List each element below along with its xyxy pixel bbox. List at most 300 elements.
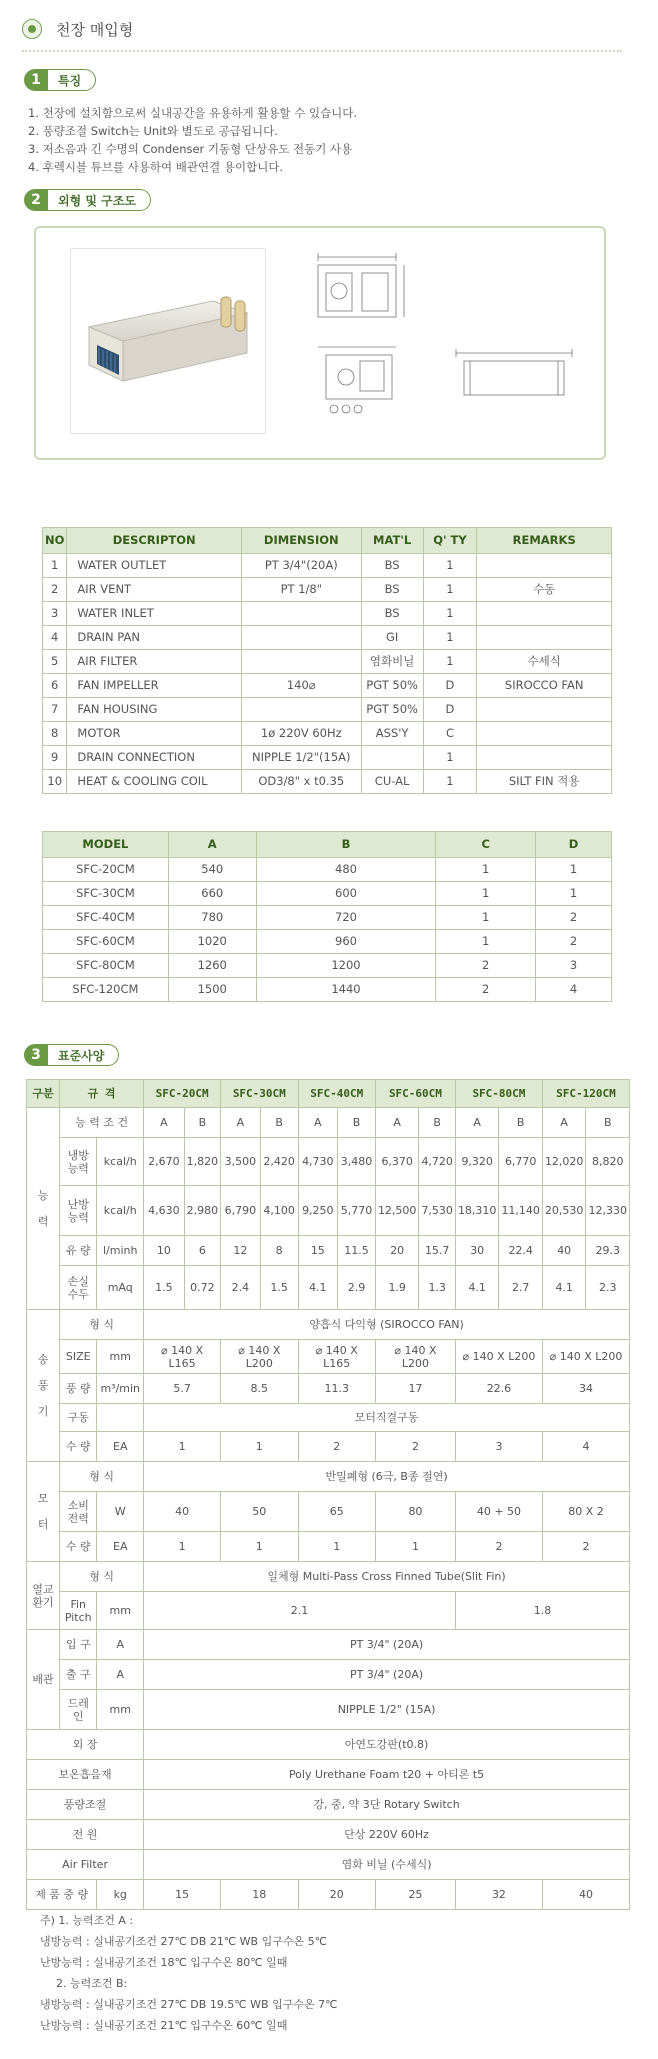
cell: 2.9 <box>338 1266 376 1310</box>
cell: 15.7 <box>419 1236 456 1266</box>
row-label: 냉방 능력 <box>60 1138 97 1186</box>
cell: 1 <box>144 1432 221 1462</box>
table-cell: 3 <box>536 954 612 978</box>
table-cell: C <box>423 722 477 746</box>
group-capacity: 능 력 <box>27 1108 60 1310</box>
table-row <box>43 882 612 906</box>
spec-row-size <box>27 1340 630 1374</box>
cell: 65 <box>298 1492 375 1532</box>
table-cell <box>477 722 612 746</box>
cell: 22.6 <box>455 1374 542 1404</box>
parts-table <box>42 527 612 794</box>
model-header: SFC-20CM <box>144 1080 221 1108</box>
table-cell: AIR FILTER <box>67 650 242 674</box>
row-unit: mAq <box>97 1266 144 1310</box>
cell: 6,370 <box>375 1138 419 1186</box>
row-label: 형 식 <box>60 1462 144 1492</box>
table-cell: 1020 <box>168 930 256 954</box>
structure-drawing <box>296 243 586 443</box>
cell: 9,320 <box>455 1138 499 1186</box>
cell: 4.1 <box>298 1266 338 1310</box>
cell: 모터직결구동 <box>144 1404 630 1432</box>
spec-row-outlet <box>27 1660 630 1690</box>
table-cell: SIROCCO FAN <box>477 674 612 698</box>
table-cell: PGT 50% <box>361 698 423 722</box>
table-cell: 수동 <box>477 578 612 602</box>
note-line: 주) 1. 능력조건 A : <box>40 1914 134 1927</box>
cell: 2 <box>375 1432 455 1462</box>
cell: 1 <box>375 1532 455 1562</box>
cell: B <box>184 1108 221 1138</box>
table-cell: 780 <box>168 906 256 930</box>
table-cell: 140⌀ <box>241 674 361 698</box>
row-label: 입 구 <box>60 1630 97 1660</box>
table-cell <box>477 698 612 722</box>
cell: 4,720 <box>419 1138 456 1186</box>
row-unit <box>97 1404 144 1432</box>
row-unit: mm <box>97 1592 144 1630</box>
cell: 2 <box>298 1432 375 1462</box>
cell: 3,500 <box>221 1138 261 1186</box>
col-header: Q' TY <box>423 528 477 554</box>
cell: 2.7 <box>499 1266 543 1310</box>
cell: 2 <box>455 1532 542 1562</box>
table-row <box>43 602 612 626</box>
title-bullet-icon <box>22 19 42 39</box>
table-cell: 9 <box>43 746 67 770</box>
table-cell: CU-AL <box>361 770 423 794</box>
cell: 1.5 <box>260 1266 298 1310</box>
cell: 5,770 <box>338 1186 376 1236</box>
cell: 1.5 <box>144 1266 184 1310</box>
table-cell: 540 <box>168 858 256 882</box>
cell: 11.3 <box>298 1374 375 1404</box>
cell: A <box>375 1108 419 1138</box>
table-cell: 4 <box>536 978 612 1002</box>
row-label: 수 량 <box>60 1532 97 1562</box>
table-cell: PT 3/4"(20A) <box>241 554 361 578</box>
cell: 5.7 <box>144 1374 221 1404</box>
table-cell: 1 <box>43 554 67 578</box>
section-1-number: 1 <box>24 69 48 91</box>
cell: B <box>419 1108 456 1138</box>
section-2-label: 외형 및 구조도 <box>48 189 151 211</box>
table-cell: FAN HOUSING <box>67 698 242 722</box>
table-cell: NIPPLE 1/2"(15A) <box>241 746 361 770</box>
table-cell <box>241 602 361 626</box>
cell: 29.3 <box>586 1236 630 1266</box>
row-label: 외 장 <box>27 1730 144 1760</box>
fan-coil-unit-photo-icon <box>71 249 265 433</box>
cell: Poly Urethane Foam t20 + 아티론 t5 <box>144 1760 630 1790</box>
spec-row-cooling <box>27 1138 630 1186</box>
row-unit: EA <box>97 1532 144 1562</box>
model-table-header <box>43 832 612 858</box>
row-label: 풍 량 <box>60 1374 97 1404</box>
table-cell: 1 <box>436 930 536 954</box>
cell: ⌀ 140 X L165 <box>144 1340 221 1374</box>
spec-row-motor-type <box>27 1462 630 1492</box>
table-cell: BS <box>361 602 423 626</box>
cell: 32 <box>455 1880 542 1910</box>
table-cell: OD3/8" x t0.35 <box>241 770 361 794</box>
cell: 1.8 <box>455 1592 629 1630</box>
table-cell: SFC-80CM <box>43 954 169 978</box>
cell: 1 <box>144 1532 221 1562</box>
table-cell: SFC-40CM <box>43 906 169 930</box>
cell: B <box>586 1108 630 1138</box>
table-cell: 1200 <box>256 954 436 978</box>
cell: 12,020 <box>542 1138 586 1186</box>
row-unit: m³/min <box>97 1374 144 1404</box>
table-row <box>43 674 612 698</box>
section-2-badge <box>24 188 151 212</box>
standard-spec-table <box>26 1079 630 1910</box>
table-cell: 2 <box>436 954 536 978</box>
table-cell: 2 <box>536 906 612 930</box>
note-line: 난방능력 : 실내공기조건 18℃ 입구수온 80℃ 일때 <box>40 1956 288 1969</box>
spec-row-drain <box>27 1690 630 1730</box>
section-3-badge <box>24 1043 119 1067</box>
feature-item: 1. 천장에 설치함으로써 실내공간을 유용하게 활용할 수 있습니다. <box>28 106 358 120</box>
cell: 2 <box>542 1532 629 1562</box>
cell: 2.3 <box>586 1266 630 1310</box>
row-unit: W <box>97 1492 144 1532</box>
feature-item: 3. 저소음과 긴 수명의 Condenser 기동형 단상유도 전동기 사용 <box>28 142 353 156</box>
spec-row-airflow <box>27 1374 630 1404</box>
row-label: 수 량 <box>60 1432 97 1462</box>
table-cell: 1 <box>423 554 477 578</box>
row-unit: l/minh <box>97 1236 144 1266</box>
table-cell: 1 <box>423 650 477 674</box>
cell: 40 <box>542 1880 629 1910</box>
table-row <box>43 578 612 602</box>
row-label: 소비 전력 <box>60 1492 97 1532</box>
spec-row-flow <box>27 1236 630 1266</box>
cell: A <box>298 1108 338 1138</box>
table-row <box>43 954 612 978</box>
cell: 15 <box>298 1236 338 1266</box>
group-fan: 송 풍 기 <box>27 1310 60 1462</box>
cell: 6,790 <box>221 1186 261 1236</box>
cell: PT 3/4" (20A) <box>144 1630 630 1660</box>
cell: 4,630 <box>144 1186 184 1236</box>
drawing-panel <box>34 226 606 460</box>
cell: A <box>542 1108 586 1138</box>
table-cell: WATER INLET <box>67 602 242 626</box>
table-cell: 1 <box>423 770 477 794</box>
table-cell <box>241 698 361 722</box>
cell: ⌀ 140 X L200 <box>455 1340 542 1374</box>
row-unit: A <box>97 1660 144 1690</box>
table-row <box>43 858 612 882</box>
row-label: 출 구 <box>60 1660 97 1690</box>
table-cell: 480 <box>256 858 436 882</box>
col-header: C <box>436 832 536 858</box>
table-cell: 2 <box>43 578 67 602</box>
col-header: D <box>536 832 612 858</box>
gubun-header: 구분 <box>27 1080 60 1108</box>
spec-row-weight <box>27 1880 630 1910</box>
group-pipe: 배관 <box>27 1630 60 1730</box>
cell: 염화 비닐 (수세식) <box>144 1850 630 1880</box>
spec-row-drive <box>27 1404 630 1432</box>
table-cell: 1 <box>536 882 612 906</box>
row-unit: A <box>97 1630 144 1660</box>
note-line: 냉방능력 : 실내공기조건 27℃ DB 21℃ WB 입구수온 5℃ <box>40 1935 327 1948</box>
cell: 8,820 <box>586 1138 630 1186</box>
col-header: NO <box>43 528 67 554</box>
cell: B <box>338 1108 376 1138</box>
table-cell: PGT 50% <box>361 674 423 698</box>
spec-row-fin-pitch <box>27 1592 630 1630</box>
row-label: 손실 수두 <box>60 1266 97 1310</box>
structure-diagram-icon <box>296 243 586 443</box>
spec-row-power-source <box>27 1820 630 1850</box>
cell: 20 <box>298 1880 375 1910</box>
cell: 12,500 <box>375 1186 419 1236</box>
table-cell: BS <box>361 578 423 602</box>
table-cell: DRAIN PAN <box>67 626 242 650</box>
cell: 18,310 <box>455 1186 499 1236</box>
table-cell: SILT FIN 적용 <box>477 770 612 794</box>
row-label: 구동 <box>60 1404 97 1432</box>
cell: A <box>221 1108 261 1138</box>
cell: 1 <box>221 1532 298 1562</box>
cell: 34 <box>542 1374 629 1404</box>
cell: 반밀폐형 (6극, B종 절연) <box>144 1462 630 1492</box>
cell: 3,480 <box>338 1138 376 1186</box>
table-row <box>43 554 612 578</box>
table-cell: 1 <box>436 858 536 882</box>
model-header: SFC-120CM <box>542 1080 629 1108</box>
row-unit: mm <box>97 1340 144 1374</box>
cell: 80 X 2 <box>542 1492 629 1532</box>
row-unit: kg <box>97 1880 144 1910</box>
row-unit: mm <box>97 1690 144 1730</box>
table-cell: 염화비닐 <box>361 650 423 674</box>
model-header: SFC-40CM <box>298 1080 375 1108</box>
cell: A <box>455 1108 499 1138</box>
table-cell: 660 <box>168 882 256 906</box>
cell: 11,140 <box>499 1186 543 1236</box>
cell: ⌀ 140 X L200 <box>375 1340 455 1374</box>
spec-row-head-loss <box>27 1266 630 1310</box>
spec-row-fan-qty <box>27 1432 630 1462</box>
cell: 40 + 50 <box>455 1492 542 1532</box>
row-label: 제 품 중 량 <box>27 1880 97 1910</box>
group-motor: 모 터 <box>27 1462 60 1562</box>
table-cell: 8 <box>43 722 67 746</box>
cell: 22.4 <box>499 1236 543 1266</box>
row-label: 형 식 <box>60 1562 144 1592</box>
row-label: 전 원 <box>27 1820 144 1850</box>
table-cell: SFC-30CM <box>43 882 169 906</box>
table-cell: 1260 <box>168 954 256 978</box>
cell: 일체형 Multi-Pass Cross Finned Tube(Slit Fin) <box>144 1562 630 1592</box>
table-cell: 1 <box>423 602 477 626</box>
cell: 40 <box>144 1492 221 1532</box>
spec-row-casing <box>27 1730 630 1760</box>
spec-row-heating <box>27 1186 630 1236</box>
feature-list <box>28 104 357 176</box>
cell: 4,100 <box>260 1186 298 1236</box>
cell: 4.1 <box>542 1266 586 1310</box>
cell: 80 <box>375 1492 455 1532</box>
row-label: 능 력 조 건 <box>60 1108 144 1138</box>
table-cell: 10 <box>43 770 67 794</box>
spec-row-air-control <box>27 1790 630 1820</box>
col-header: B <box>256 832 436 858</box>
feature-item: 4. 후렉시블 튜브를 사용하여 배관연결 용이합니다. <box>28 160 284 174</box>
table-row <box>43 770 612 794</box>
col-header: DIMENSION <box>241 528 361 554</box>
cell: 8 <box>260 1236 298 1266</box>
table-row <box>43 650 612 674</box>
model-dimension-table <box>42 831 612 1002</box>
note-line: 난방능력 : 실내공기조건 21℃ 입구수온 60℃ 일때 <box>40 2019 288 2032</box>
spec-notes <box>40 1910 337 2036</box>
cell: 17 <box>375 1374 455 1404</box>
cell: 11.5 <box>338 1236 376 1266</box>
cell: 1 <box>221 1432 298 1462</box>
table-cell: 720 <box>256 906 436 930</box>
table-cell: 1 <box>436 906 536 930</box>
cell: 6 <box>184 1236 221 1266</box>
note-line: 냉방능력 : 실내공기조건 27℃ DB 19.5℃ WB 입구수온 7℃ <box>40 1998 338 2011</box>
table-cell: 6 <box>43 674 67 698</box>
table-cell: 1 <box>423 626 477 650</box>
spec-header: 규 격 <box>60 1080 144 1108</box>
group-coil: 열교 환기 <box>27 1562 60 1630</box>
row-label: 드레 인 <box>60 1690 97 1730</box>
cell: 강, 중, 약 3단 Rotary Switch <box>144 1790 630 1820</box>
cell: 2,670 <box>144 1138 184 1186</box>
cell: 40 <box>542 1236 586 1266</box>
table-row <box>43 978 612 1002</box>
col-header: A <box>168 832 256 858</box>
cell: PT 3/4" (20A) <box>144 1660 630 1690</box>
feature-item: 2. 풍량조절 Switch는 Unit와 별도로 공급됩니다. <box>28 124 278 138</box>
spec-row-insulation <box>27 1760 630 1790</box>
page-title-row <box>22 14 133 44</box>
table-cell: MOTOR <box>67 722 242 746</box>
product-photo <box>70 248 266 434</box>
row-unit: EA <box>97 1432 144 1462</box>
row-label: 형 식 <box>60 1310 144 1340</box>
table-cell: BS <box>361 554 423 578</box>
cell: 10 <box>144 1236 184 1266</box>
table-cell: SFC-60CM <box>43 930 169 954</box>
table-cell: FAN IMPELLER <box>67 674 242 698</box>
cell: 양흡식 다익형 (SIROCCO FAN) <box>144 1310 630 1340</box>
col-header: REMARKS <box>477 528 612 554</box>
table-cell: WATER OUTLET <box>67 554 242 578</box>
cell: ⌀ 140 X L165 <box>298 1340 375 1374</box>
table-cell: AIR VENT <box>67 578 242 602</box>
section-1-badge <box>24 68 96 92</box>
section-3-number: 3 <box>24 1044 48 1066</box>
table-cell: D <box>423 674 477 698</box>
cell: 4 <box>542 1432 629 1462</box>
table-cell: 600 <box>256 882 436 906</box>
table-cell <box>361 746 423 770</box>
cell: 9,250 <box>298 1186 338 1236</box>
spec-row-motor-power <box>27 1492 630 1532</box>
row-label: Fin Pitch <box>60 1592 97 1630</box>
table-cell: 1 <box>536 858 612 882</box>
table-cell: 3 <box>43 602 67 626</box>
spec-row-inlet <box>27 1630 630 1660</box>
table-cell: 2 <box>536 930 612 954</box>
table-cell: 1440 <box>256 978 436 1002</box>
cell: 3 <box>455 1432 542 1462</box>
cell: 6,770 <box>499 1138 543 1186</box>
row-label: 난방 능력 <box>60 1186 97 1236</box>
cell: 2,420 <box>260 1138 298 1186</box>
table-row <box>43 746 612 770</box>
cell: 30 <box>455 1236 499 1266</box>
row-unit: kcal/h <box>97 1138 144 1186</box>
table-cell: PT 1/8" <box>241 578 361 602</box>
cell: A <box>144 1108 184 1138</box>
cell: 1.9 <box>375 1266 419 1310</box>
row-unit: kcal/h <box>97 1186 144 1236</box>
col-header: MODEL <box>43 832 169 858</box>
table-cell <box>477 626 612 650</box>
cell: 18 <box>221 1880 298 1910</box>
model-header: SFC-60CM <box>375 1080 455 1108</box>
row-label: SIZE <box>60 1340 97 1374</box>
note-line: 2. 능력조건 B: <box>56 1977 128 1990</box>
table-cell: 1500 <box>168 978 256 1002</box>
table-cell: 7 <box>43 698 67 722</box>
row-label: 풍량조절 <box>27 1790 144 1820</box>
table-cell: 4 <box>43 626 67 650</box>
spec-row-motor-qty <box>27 1532 630 1562</box>
table-row <box>43 698 612 722</box>
cell: 1 <box>298 1532 375 1562</box>
table-cell: 2 <box>436 978 536 1002</box>
table-cell: 1 <box>436 882 536 906</box>
cell: 25 <box>375 1880 455 1910</box>
table-cell: 960 <box>256 930 436 954</box>
table-cell <box>477 602 612 626</box>
cell: 20,530 <box>542 1186 586 1236</box>
cell: ⌀ 140 X L200 <box>221 1340 298 1374</box>
table-cell: 수세식 <box>477 650 612 674</box>
cell: 2.4 <box>221 1266 261 1310</box>
section-1-label: 특징 <box>48 69 96 91</box>
col-header: MAT'L <box>361 528 423 554</box>
cell: 12 <box>221 1236 261 1266</box>
cell: 1.3 <box>419 1266 456 1310</box>
model-header: SFC-30CM <box>221 1080 298 1108</box>
cell: 4.1 <box>455 1266 499 1310</box>
table-row <box>43 930 612 954</box>
cell: ⌀ 140 X L200 <box>542 1340 629 1374</box>
table-cell: SFC-120CM <box>43 978 169 1002</box>
table-cell: SFC-20CM <box>43 858 169 882</box>
table-cell: 1ø 220V 60Hz <box>241 722 361 746</box>
table-cell: 5 <box>43 650 67 674</box>
cell: 50 <box>221 1492 298 1532</box>
cell: 0.72 <box>184 1266 221 1310</box>
table-row <box>43 626 612 650</box>
cell: 4,730 <box>298 1138 338 1186</box>
table-cell <box>477 554 612 578</box>
cell: B <box>499 1108 543 1138</box>
